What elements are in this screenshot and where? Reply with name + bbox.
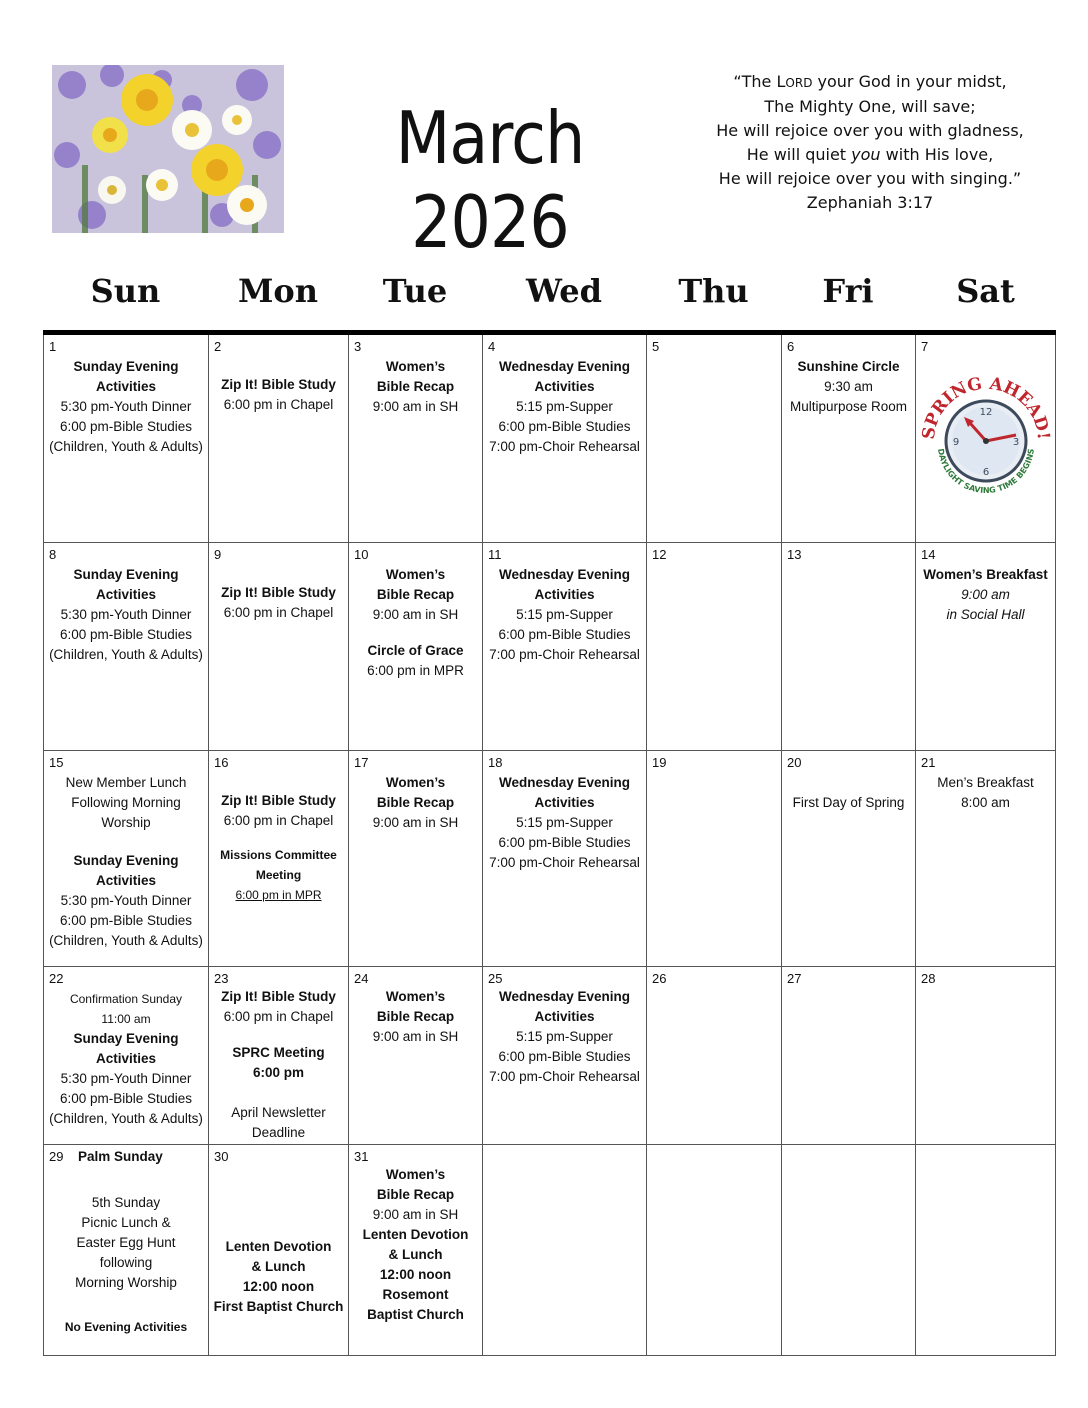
day-cell-14 — [915, 543, 1056, 751]
empty-cell — [781, 1145, 915, 1356]
svg-text:6: 6 — [982, 467, 990, 478]
day-number: 7 — [921, 339, 929, 354]
event-womens-bible-recap: Women’s Bible Recap 9:00 am in SH — [372, 359, 459, 414]
day-cell-29 — [43, 1145, 208, 1356]
day-cell-17 — [348, 751, 482, 967]
day-number: 22 — [49, 971, 64, 986]
day-number: 29 — [49, 1149, 64, 1164]
day-number: 5 — [652, 339, 660, 354]
day-cell-12 — [646, 543, 781, 751]
day-cell-19 — [646, 751, 781, 967]
day-cell-11 — [482, 543, 646, 751]
event-wednesday-evening: Wednesday Evening Activities 5:15 pm-Supper 6:00 pm-Bible Studies 7:00 pm-Choir Rehearsal — [489, 359, 640, 454]
day-number: 18 — [488, 755, 503, 770]
day-number: 15 — [49, 755, 64, 770]
svg-text:DAYLIGHT SAVING TIME BEGINS: DAYLIGHT SAVING TIME BEGINS — [936, 447, 1036, 496]
event-mens-breakfast: Men’s Breakfast 8:00 am — [937, 775, 1034, 810]
event-5th-sunday-picnic: 5th Sunday Picnic Lunch & Easter Egg Hunt following Morning Worship — [75, 1195, 177, 1290]
day-cell-28 — [915, 967, 1056, 1145]
event-zip-it: Zip It! Bible Study 6:00 pm in Chapel — [221, 585, 336, 620]
day-cell-25 — [482, 967, 646, 1145]
day-number: 10 — [354, 547, 369, 562]
day-cell-27 — [781, 967, 915, 1145]
day-number: 26 — [652, 971, 667, 986]
event-confirmation-sunday: Confirmation Sunday 11:00 am Sunday Evening Activities 5:30 pm-Youth Dinner 6:00 pm-Bible Studies (Children, Youth & Adults) — [49, 992, 203, 1126]
empty-cell — [915, 1145, 1056, 1356]
verse-reference: Zephaniah 3:17 — [806, 193, 934, 212]
day-header-thu: Thu — [678, 272, 749, 310]
day-header-tue: Tue — [382, 272, 448, 310]
verse-line-2: The Mighty One, will save; — [764, 97, 976, 116]
event-womens-bible-recap: Women’s Bible Recap 9:00 am in SH — [372, 567, 459, 622]
day-header-mon: Mon — [237, 272, 319, 310]
svg-text:SPRING AHEAD!: SPRING AHEAD! — [920, 375, 1052, 441]
verse-line-3: He will rejoice over you with gladness, — [716, 121, 1024, 140]
day-number: 9 — [214, 547, 222, 562]
day-number: 13 — [787, 547, 802, 562]
event-lenten-devotion: Lenten Devotion & Lunch 12:00 noon Rosemont Baptist Church — [362, 1227, 469, 1322]
day-cell-18 — [482, 751, 646, 967]
event-missions-committee: Missions Committee Meeting 6:00 pm in MPR — [220, 848, 337, 902]
day-number: 25 — [488, 971, 503, 986]
svg-text:3: 3 — [1012, 437, 1020, 448]
day-number: 20 — [787, 755, 802, 770]
event-zip-it: Zip It! Bible Study 6:00 pm in Chapel — [221, 793, 336, 828]
day-cell-22 — [43, 967, 208, 1145]
day-cell-5 — [646, 335, 781, 543]
verse-line-4: He will quiet you with His love, — [746, 145, 994, 164]
verse-line-5: He will rejoice over you with singing.” — [718, 169, 1022, 188]
day-number: 21 — [921, 755, 936, 770]
day-cell-21 — [915, 751, 1056, 967]
day-cell-16 — [208, 751, 348, 967]
day-cell-8 — [43, 543, 208, 751]
day-number: 1 — [49, 339, 57, 354]
daffodil-illustration — [52, 65, 284, 233]
day-cell-23 — [208, 967, 348, 1145]
empty-cell — [646, 1145, 781, 1356]
day-number: 12 — [652, 547, 667, 562]
day-header-sat: Sat — [956, 272, 1015, 310]
event-sunday-evening: Sunday Evening Activities 5:30 pm-Youth Dinner 6:00 pm-Bible Studies (Children, Youth & Adults) — [49, 359, 203, 454]
event-newsletter-deadline: April Newsletter Deadline — [231, 1105, 326, 1140]
event-sunshine-circle: Sunshine Circle 9:30 am Multipurpose Room — [789, 359, 908, 414]
day-cell-10 — [348, 543, 482, 751]
day-number: 6 — [787, 339, 795, 354]
palm-sunday-label: Palm Sunday — [78, 1149, 163, 1164]
day-number: 14 — [921, 547, 936, 562]
day-cell-24 — [348, 967, 482, 1145]
day-number: 2 — [214, 339, 222, 354]
spring-ahead-clock-icon — [920, 375, 1052, 507]
day-header-sun: Sun — [90, 272, 161, 310]
event-lenten-devotion: Lenten Devotion & Lunch 12:00 noon First Baptist Church — [213, 1239, 344, 1314]
day-number: 27 — [787, 971, 802, 986]
page-title: March 2026 — [395, 96, 585, 264]
day-cell-9 — [208, 543, 348, 751]
day-cell-6 — [781, 335, 915, 543]
day-cell-31 — [348, 1145, 482, 1356]
event-womens-bible-recap: Women’s Bible Recap 9:00 am in SH — [372, 775, 459, 830]
event-zip-it: Zip It! Bible Study 6:00 pm in Chapel — [221, 377, 336, 412]
event-wednesday-evening: Wednesday Evening Activities 5:15 pm-Supper 6:00 pm-Bible Studies 7:00 pm-Choir Rehearsal — [489, 567, 640, 662]
day-number: 24 — [354, 971, 369, 986]
day-number: 31 — [354, 1149, 369, 1164]
event-sunday-evening: Sunday Evening Activities 5:30 pm-Youth Dinner 6:00 pm-Bible Studies (Children, Youth & Adults) — [49, 853, 203, 948]
day-number: 3 — [354, 339, 362, 354]
day-number: 30 — [214, 1149, 229, 1164]
day-cell-30 — [208, 1145, 348, 1356]
event-womens-bible-recap: Women’s Bible Recap 9:00 am in SH — [372, 1167, 459, 1222]
day-cell-3 — [348, 335, 482, 543]
day-number: 8 — [49, 547, 57, 562]
svg-text:12: 12 — [979, 407, 993, 418]
event-sprc-meeting: SPRC Meeting 6:00 pm — [232, 1045, 325, 1080]
day-cell-20 — [781, 751, 915, 967]
day-cell-26 — [646, 967, 781, 1145]
day-number: 28 — [921, 971, 936, 986]
scripture-verse — [700, 70, 1040, 215]
event-sunday-evening: Sunday Evening Activities 5:30 pm-Youth Dinner 6:00 pm-Bible Studies (Children, Youth & Adults) — [49, 567, 203, 662]
event-wednesday-evening: Wednesday Evening Activities 5:15 pm-Supper 6:00 pm-Bible Studies 7:00 pm-Choir Rehearsal — [489, 989, 640, 1084]
event-no-evening-activities: No Evening Activities — [64, 1320, 188, 1334]
event-new-member-lunch: New Member Lunch Following Morning Worship — [65, 775, 187, 830]
day-number: 16 — [214, 755, 229, 770]
day-cell-13 — [781, 543, 915, 751]
day-cell-15 — [43, 751, 208, 967]
empty-cell — [482, 1145, 646, 1356]
event-womens-bible-recap: Women’s Bible Recap 9:00 am in SH — [372, 989, 459, 1044]
day-number: 17 — [354, 755, 369, 770]
event-zip-it: Zip It! Bible Study 6:00 pm in Chapel — [221, 989, 336, 1024]
day-cell-1 — [43, 335, 208, 543]
day-number: 4 — [488, 339, 496, 354]
event-circle-of-grace: Circle of Grace 6:00 pm in MPR — [367, 643, 464, 678]
day-cell-4 — [482, 335, 646, 543]
day-number: 11 — [488, 547, 502, 562]
day-cell-2 — [208, 335, 348, 543]
calendar-grid — [43, 335, 1056, 1356]
event-womens-breakfast: Women’s Breakfast 9:00 am in Social Hall — [923, 567, 1048, 622]
day-number: 19 — [652, 755, 667, 770]
svg-text:9: 9 — [952, 437, 960, 448]
day-cell-7 — [915, 335, 1056, 543]
event-first-day-of-spring: First Day of Spring — [792, 795, 905, 810]
day-header-fri: Fri — [822, 272, 874, 310]
day-number: 23 — [214, 971, 229, 986]
verse-line-1: “The LORD your God in your midst, — [733, 72, 1007, 91]
day-header-wed: Wed — [525, 272, 603, 310]
event-wednesday-evening: Wednesday Evening Activities 5:15 pm-Supper 6:00 pm-Bible Studies 7:00 pm-Choir Rehearsal — [489, 775, 640, 870]
